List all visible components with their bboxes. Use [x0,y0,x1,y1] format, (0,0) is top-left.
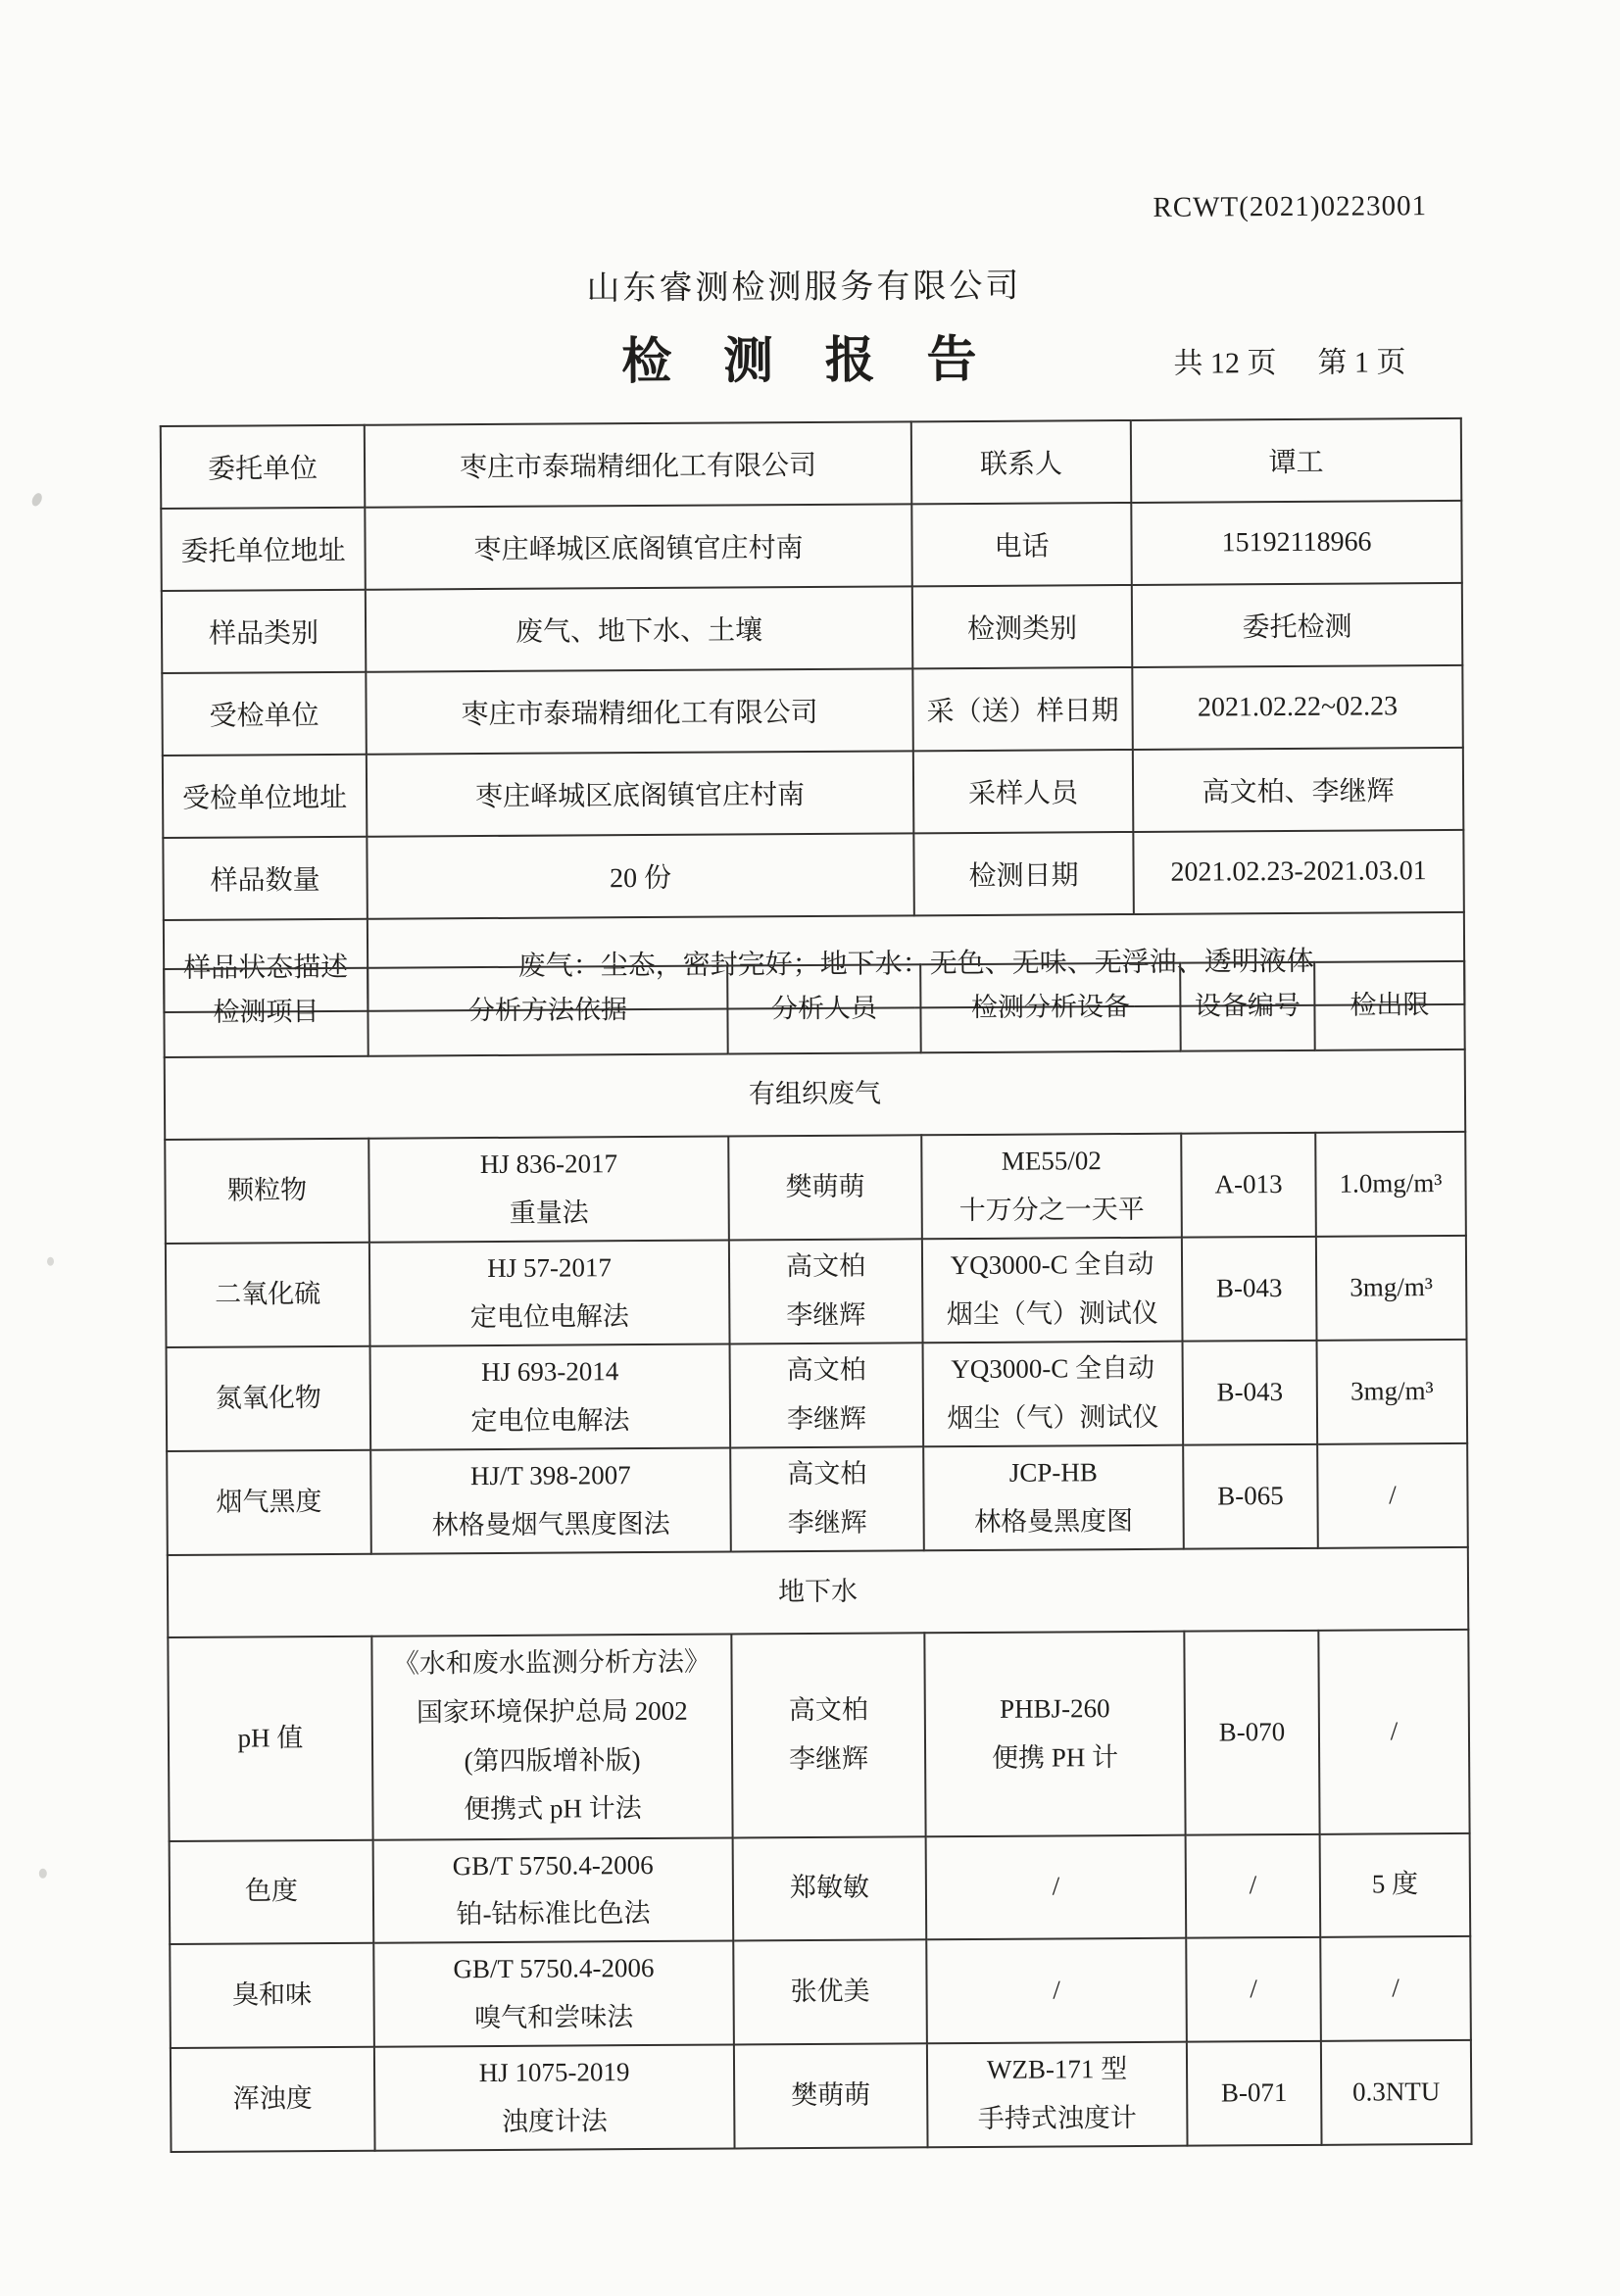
analysis-table [163,960,1472,2153]
info-row [161,418,1461,509]
analysis-row [165,1132,1466,1244]
section-title: 地下水 [168,1546,1468,1637]
col-header-item: 检测项目 [164,968,368,1057]
cell-equipment: PHBJ-260 便携 PH 计 [924,1631,1185,1836]
info-value: 谭工 [1131,418,1462,503]
cell-device-no: / [1186,1833,1321,1938]
info-value: 枣庄市泰瑞精细化工有限公司 [365,421,912,507]
cell-item: 二氧化硫 [166,1243,370,1347]
info-label: 受检单位 [162,672,367,756]
cell-item: 色度 [170,1839,374,1944]
info-label: 样品状态描述 [164,919,368,1012]
info-row [162,583,1462,673]
col-header-analyst: 分析人员 [727,964,921,1053]
info-label: 采（送）样日期 [912,667,1133,751]
cell-equipment: / [926,1834,1187,1939]
cell-analyst: 樊萌萌 [728,1135,922,1240]
analysis-header-row [164,961,1465,1057]
cell-method: HJ 57-2017 定电位电解法 [369,1240,730,1345]
info-value: 枣庄峄城区底阁镇官庄村南 [365,504,912,589]
page-current: 第 1 页 [1317,346,1405,379]
company-name: 山东睿测检测服务有限公司 [0,255,1614,313]
cell-device-no: B-065 [1183,1443,1318,1548]
cell-limit: 0.3NTU [1321,2040,1472,2145]
cell-analyst: 高文柏 李继辉 [730,1446,924,1551]
cell-analyst: 樊萌萌 [734,2044,928,2149]
cell-analyst: 高文柏 李继辉 [730,1343,924,1447]
cell-device-no: / [1186,1937,1321,2042]
info-value: 枣庄市泰瑞精细化工有限公司 [366,668,913,754]
analysis-row [171,2040,1472,2152]
col-header-method: 分析方法依据 [368,966,728,1056]
info-row [161,501,1461,591]
analysis-row [170,1936,1471,2048]
cell-method: HJ 693-2014 定电位电解法 [370,1343,731,1449]
scan-speck [39,1869,47,1879]
cell-equipment: YQ3000-C 全自动 烟尘（气）测试仪 [922,1238,1183,1343]
page-count [1173,337,1405,381]
scan-speck [30,492,44,508]
cell-analyst: 张优美 [733,1940,927,2045]
cell-limit: / [1320,1936,1471,2041]
info-label: 检测日期 [913,832,1134,915]
cell-equipment: YQ3000-C 全自动 烟尘（气）测试仪 [923,1341,1184,1445]
pages-total: 共 12 页 [1173,347,1276,380]
info-label: 样品数量 [163,837,368,920]
info-value: 枣庄峄城区底阁镇官庄村南 [367,751,914,836]
info-value: 高文柏、李继辉 [1133,748,1464,832]
report-title: 检 测 报 告 [0,315,1615,397]
cell-limit: 1.0mg/m³ [1315,1132,1466,1237]
sample-status-value: 废气：尘态，密封完好；地下水：无色、无味、无浮油、透明液体 [368,912,1465,1011]
cell-method: HJ 836-2017 重量法 [368,1137,729,1243]
section-row-groundwater [168,1546,1468,1637]
analysis-row [167,1340,1468,1451]
cell-method: HJ 1075-2019 浊度计法 [374,2045,735,2151]
cell-method: GB/T 5750.4-2006 嗅气和尝味法 [373,1941,734,2047]
info-value: 委托检测 [1132,583,1463,667]
cell-analyst: 高文柏 李继辉 [731,1633,925,1837]
info-row [162,665,1462,756]
info-label: 委托单位地址 [161,508,366,591]
cell-limit: 5 度 [1320,1832,1471,1937]
section-title: 有组织废气 [165,1050,1465,1140]
cell-device-no: B-071 [1187,2041,1322,2146]
info-label: 电话 [911,503,1132,586]
cell-limit: / [1317,1443,1468,1548]
scan-speck [47,1257,54,1266]
info-label: 委托单位 [161,425,366,509]
info-value: 2021.02.22~02.23 [1132,665,1463,750]
info-row [163,830,1463,920]
analysis-row [167,1443,1468,1555]
info-value: 2021.02.23-2021.03.01 [1133,830,1464,914]
info-value: 废气、地下水、土壤 [366,586,913,671]
analysis-row [170,1832,1471,1944]
cell-limit: 3mg/m³ [1317,1340,1468,1444]
cell-equipment: ME55/02 十万分之一天平 [921,1134,1182,1239]
cell-method: 《水和废水监测分析方法》 国家环境保护总局 2002 (第四版增补版) 便携式 pH 计法 [371,1634,732,1839]
info-label: 采样人员 [913,750,1134,833]
col-header-device-no: 设备编号 [1180,962,1315,1051]
col-header-limit: 检出限 [1314,961,1465,1050]
cell-device-no: B-070 [1184,1630,1319,1834]
cell-analyst: 郑敏敏 [733,1836,927,1941]
cell-analyst: 高文柏 李继辉 [729,1239,923,1343]
cell-item: 烟气黑度 [167,1449,371,1554]
info-label: 受检单位地址 [163,755,368,838]
cell-limit: 3mg/m³ [1316,1236,1467,1341]
section-row-waste-gas [165,1050,1465,1140]
cell-method: HJ/T 398-2007 林格曼烟气黑度图法 [370,1447,731,1553]
cell-equipment: WZB-171 型 手持式浊度计 [927,2042,1188,2147]
cell-item: 浑浊度 [171,2047,375,2152]
cell-device-no: A-013 [1181,1133,1316,1238]
cell-equipment: JCP-HB 林格曼黑度图 [923,1444,1184,1549]
cell-method: GB/T 5750.4-2006 铂-钴标准比色法 [373,1837,734,1943]
info-table [160,417,1466,1013]
info-label: 检测类别 [912,585,1133,668]
cell-item: 氮氧化物 [167,1345,371,1450]
report-number: RCWT(2021)0223001 [1153,190,1427,224]
analysis-row [166,1236,1467,1347]
cell-limit: / [1318,1629,1469,1833]
cell-device-no: B-043 [1182,1237,1317,1342]
cell-equipment: / [926,1938,1187,2043]
cell-item: pH 值 [168,1636,372,1840]
col-header-equipment: 检测分析设备 [920,963,1181,1053]
analysis-row [168,1629,1469,1840]
cell-item: 颗粒物 [165,1139,369,1244]
info-label: 联系人 [911,420,1132,504]
info-value: 20 份 [367,833,914,918]
cell-item: 臭和味 [170,1943,374,2048]
info-row [163,748,1463,838]
cell-device-no: B-043 [1183,1341,1318,1445]
info-label: 样品类别 [162,590,367,673]
info-value: 15192118966 [1131,501,1462,585]
